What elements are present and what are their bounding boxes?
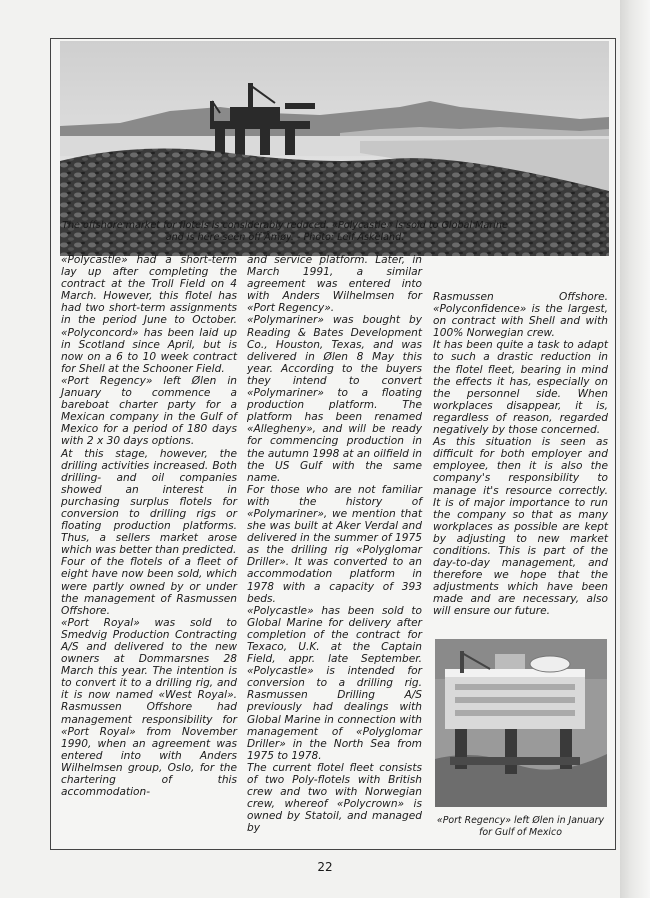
port-regency-photo [435,639,607,807]
paragraph: For those who are not familiar with the history of «Polymariner», we mention that she was built at Aker Verdal and delivered in the summer of 1975 as the drilling rig «Polyglomar Driller». It was converted to an accommodation platform in 1978 with a capacity of 393 beds. [247,483,422,605]
article-column-2 [247,254,422,835]
article-column-3 [433,291,608,618]
paragraph: «Polycastle» had a short-term lay up after completing the contract at the Troll Field on 4 March. However, this flotel has had two short-term assignments in the period June to October. «Polyconcord» has been laid up in Scotland since April, but is now on a 6 to 10 week contract for Shell at the Schooner Field. [61,254,237,375]
paragraph: At this stage, however, the drilling activities increased. Both drilling- and oil companies showed an interest in purchasing surplus flotels for conversion to drilling rigs or floating production platforms. Thus, a sellers market arose which was better than predicted. [61,447,237,557]
paragraph: «Port Royal» was sold to Smedvig Production Contracting A/S and delivered to the new owners at Dommarsnes 28 March this year. The intention is to convert it to a drilling rig, and it is now named «West Royal». Rasmussen Offshore had management responsibility for «Port Royal» from November 1990, when an agreement was entered into with Anders Wilhelmsen group, Oslo, for the chartering of this accommodation- [61,616,237,799]
bottom-photo-caption [433,815,608,838]
top-photo-caption [60,220,510,244]
top-caption-line-2: and is here seen off Åmøy. - Photo: Leif Askeland. [165,232,405,243]
paragraph: The current flotel fleet consists of two Poly-flotels with British crew and two with Norwegian crew, whereof «Polycrown» is owned by Statoil, and managed by [247,761,422,835]
paragraph: It has been quite a task to adapt to such a drastic reduction in the flotel fleet, bearing in mind the effects it has, especially on the personnel side. When workplaces disappear, it is, regardless of reason, regarded negatively by those concerned. [433,339,608,437]
paragraph: and service platform. Later, in March 1991, a similar agreement was entered into with Anders Wilhelmsen for «Port Regency». [247,254,422,315]
bottom-caption-line-2: for Gulf of Mexico [479,826,562,838]
paragraph: Four of the flotels of a fleet of eight have now been sold, which were partly owned by or under the management of Rasmussen Offshore. [61,556,237,617]
article-column-1 [61,254,237,798]
paragraph: «Port Regency» left Ølen in January to commence a bareboat charter party for a Mexican company in the Gulf of Mexico for a period of 180 days with 2 x 30 days options. [61,374,237,448]
paragraph: As this situation is seen as difficult for both employer and employee, then it is also the company's responsibility to manage it's resource correctly. It is of major importance to run the company so that as many workplaces as possible are kept by adjusting to new market conditions. This is part of the day-to-day management, and therefore we hope that the adjustments which have been made and are necessary, also will ensure our future. [433,436,608,618]
top-caption-line-1: The offshore market for flotels is considerably reduced. «Polycastle» is sold to Global Marine [62,220,508,231]
bottom-caption-line-1: «Port Regency» left Ølen in January [436,815,605,826]
paragraph: «Polycastle» has been sold to Global Marine for delivery after completion of the contract for Texaco, U.K. at the Captain Field, appr. late September. «Polycastle» is intended for conversion to a drilling rig. Rasmussen Drilling A/S previously had dealings with Global Marine in connection with management of «Polyglomar Driller» in the North Sea from 1975 to 1978. [247,604,422,762]
paragraph: Rasmussen Offshore. «Polyconfidence» is the largest, on contract with Shell and with 100% Norwegian crew. [433,291,608,340]
page-edge-shadow [620,0,650,898]
page-number: 22 [317,860,333,874]
paragraph: «Polymariner» was bought by Reading & Bates Development Co., Houston, Texas, and was delivered in Ølen 8 May this year. According to the buyers they intend to convert «Polymariner» to a floating production platform. The platform has been renamed «Allegheny», and will be ready for commencing production in the autumn 1998 at an oilfield in the US Gulf with the same name. [247,314,422,484]
